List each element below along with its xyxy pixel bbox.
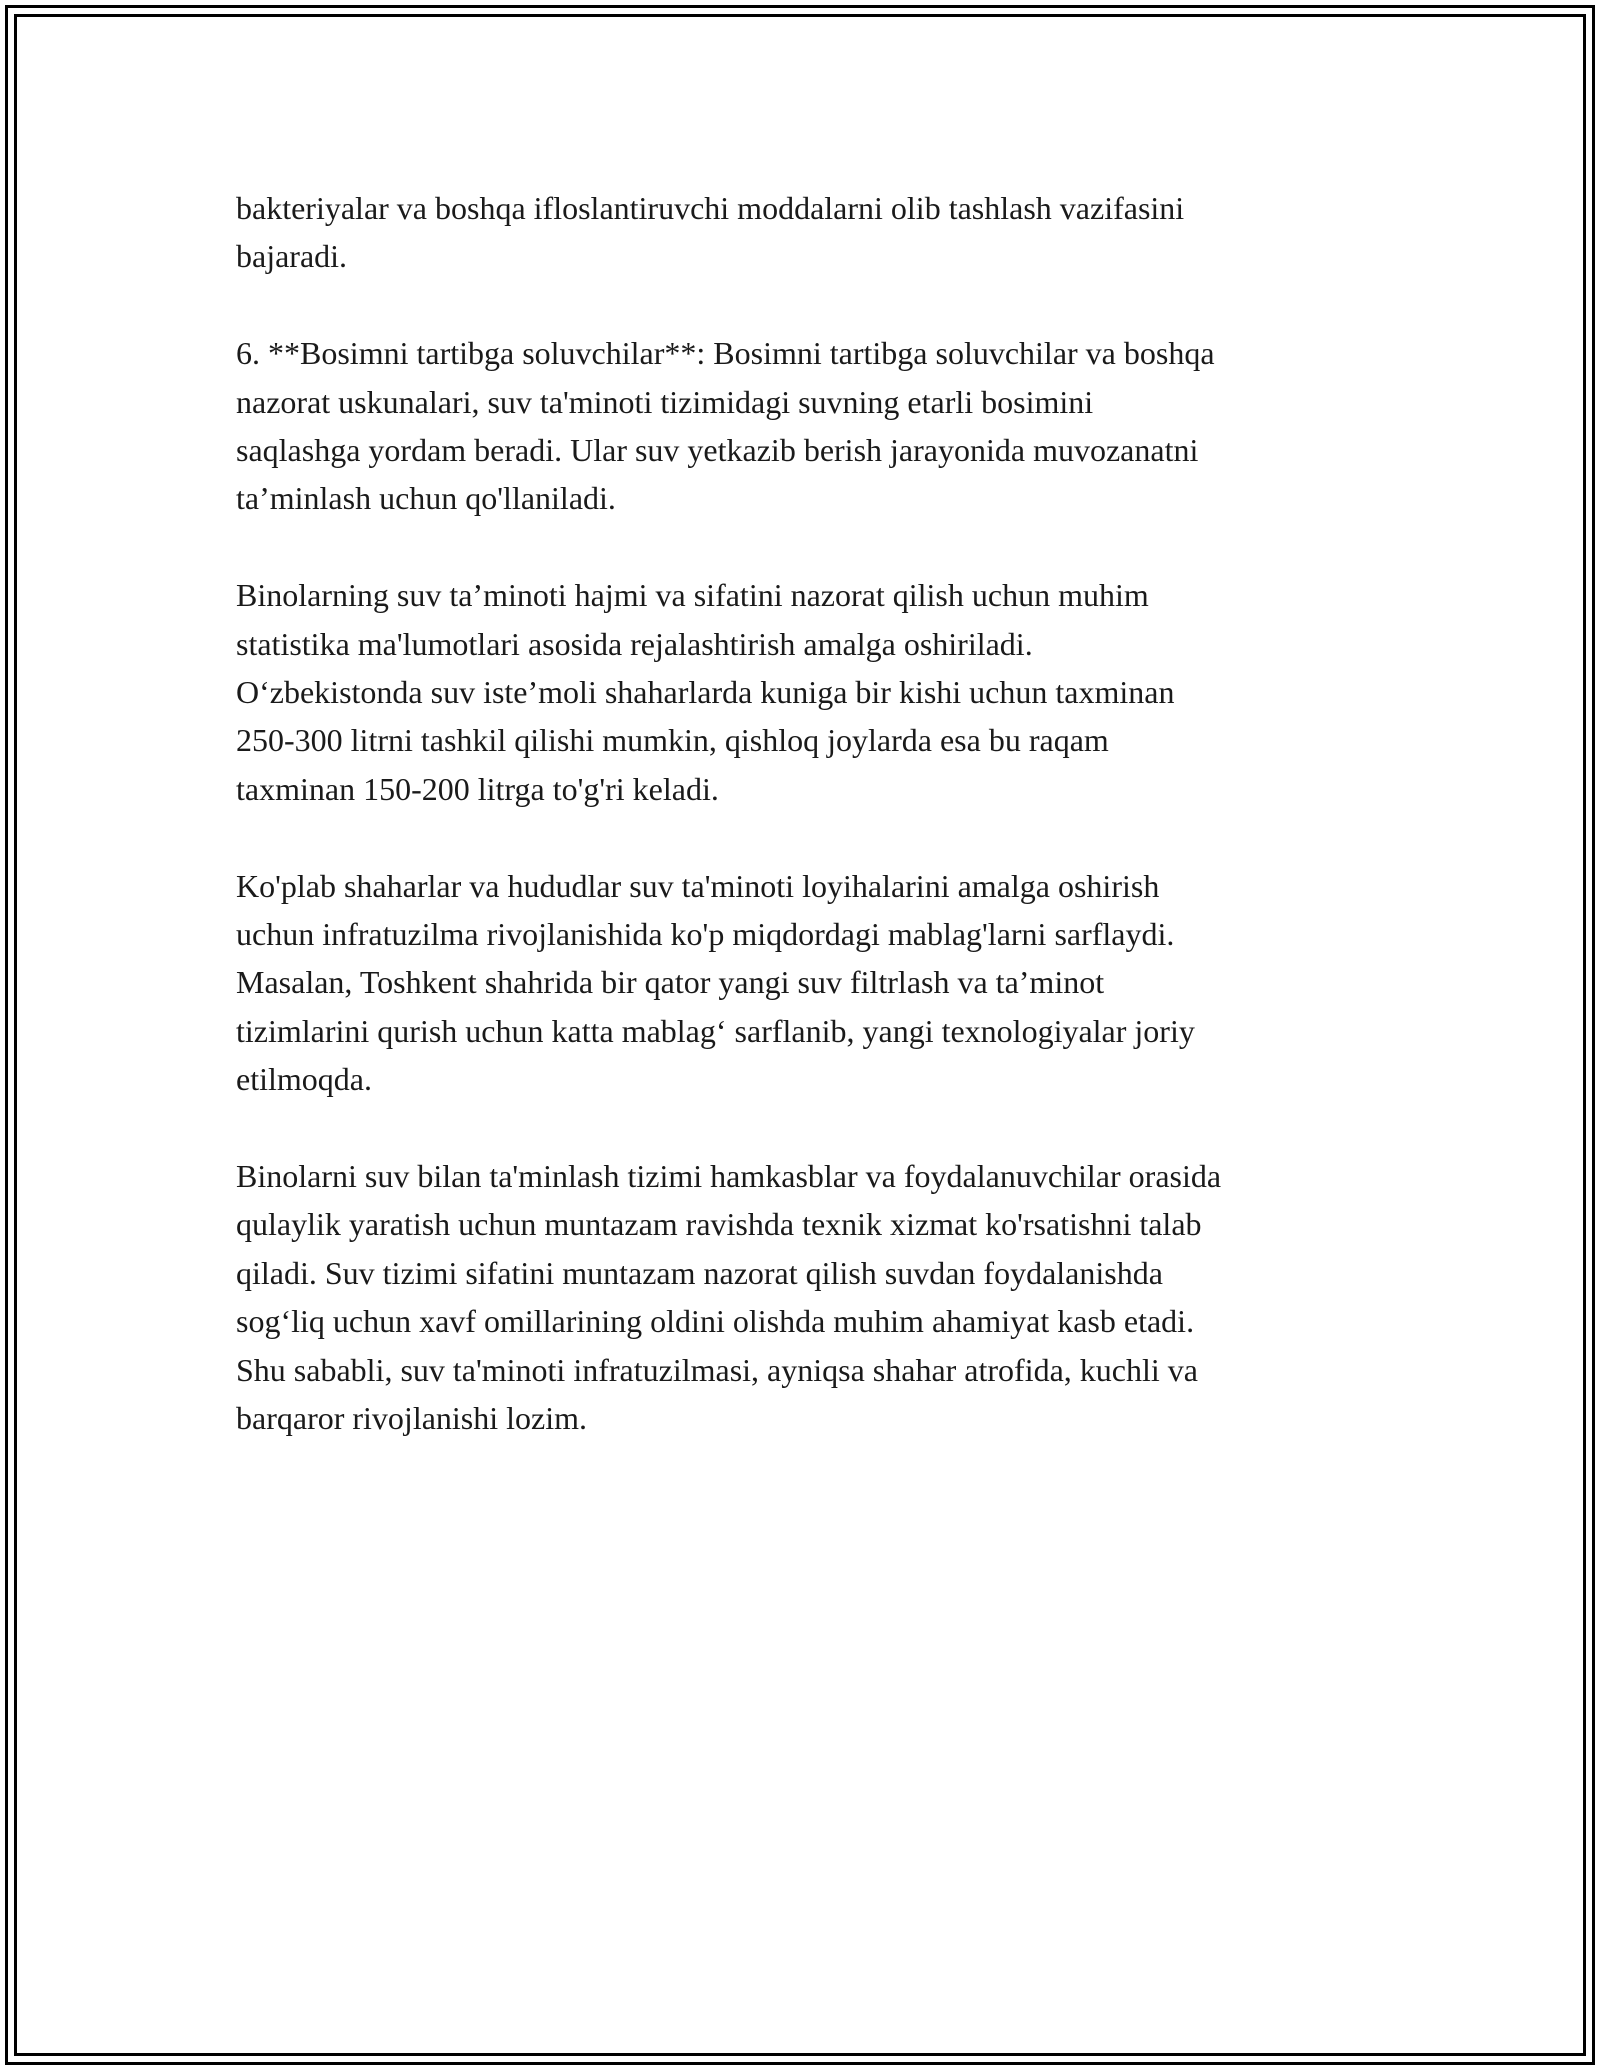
paragraph-bosimni-tartibga: 6. **Bosimni tartibga soluvchilar**: Bosimni tartibga soluvchilar va boshqa nazorat uskunalari, suv ta'minoti tizimidagi suvning etarli bosimini saqlashga yordam beradi. Ular suv yetkazib berish jarayonida muvozanatni ta’minlash uchun qo'llaniladi. bbox=[236, 335, 1215, 517]
paragraph-suv-iste-moli: Binolarning suv ta’minoti hajmi va sifatini nazorat qilish uchun muhim statistika ma'lumotlari asosida rejalashtirish amalga oshiriladi. O‘zbekistonda suv iste’moli shaharlarda kuniga bir kishi uchun taxminan 250-300 litrni tashkil qilishi mumkin, qishloq joylarda esa bu raqam taxminan 150-200 litrga to'g'ri keladi. bbox=[236, 577, 1175, 807]
document-body bbox=[236, 184, 1376, 1491]
paragraph-infratuzilma: Ko'plab shaharlar va hududlar suv ta'minoti loyihalarini amalga oshirish uchun infratuzilma rivojlanishida ko'p miqdordagi mablag'larni sarflaydi. Masalan, Toshkent shahrida bir qator yangi suv filtrlash va ta’minot tizimlarini qurish uchun katta mablag‘ sarflanib, yangi texnologiyalar joriy etilmoqda. bbox=[236, 867, 1195, 1098]
paragraph-texnik-xizmat: Binolarni suv bilan ta'minlash tizimi hamkasblar va foydalanuvchilar orasida qulaylik yaratish uchun muntazam ravishda texnik xizmat ko'rsatishni talab qiladi. Suv tizimi sifatini muntazam nazorat qilish suvdan foydalanishda sog‘liq uchun xavf omillarining oldini olishda muhim ahamiyat kasb etadi. Shu sababli, suv ta'minoti infratuzilmasi, ayniqsa shahar atrofida, kuchli va barqaror rivojlanishi lozim. bbox=[236, 1158, 1222, 1437]
paragraph-bakteriyalar: bakteriyalar va boshqa ifloslantiruvchi moddalarni olib tashlash vazifasini bajaradi. bbox=[236, 190, 1185, 275]
